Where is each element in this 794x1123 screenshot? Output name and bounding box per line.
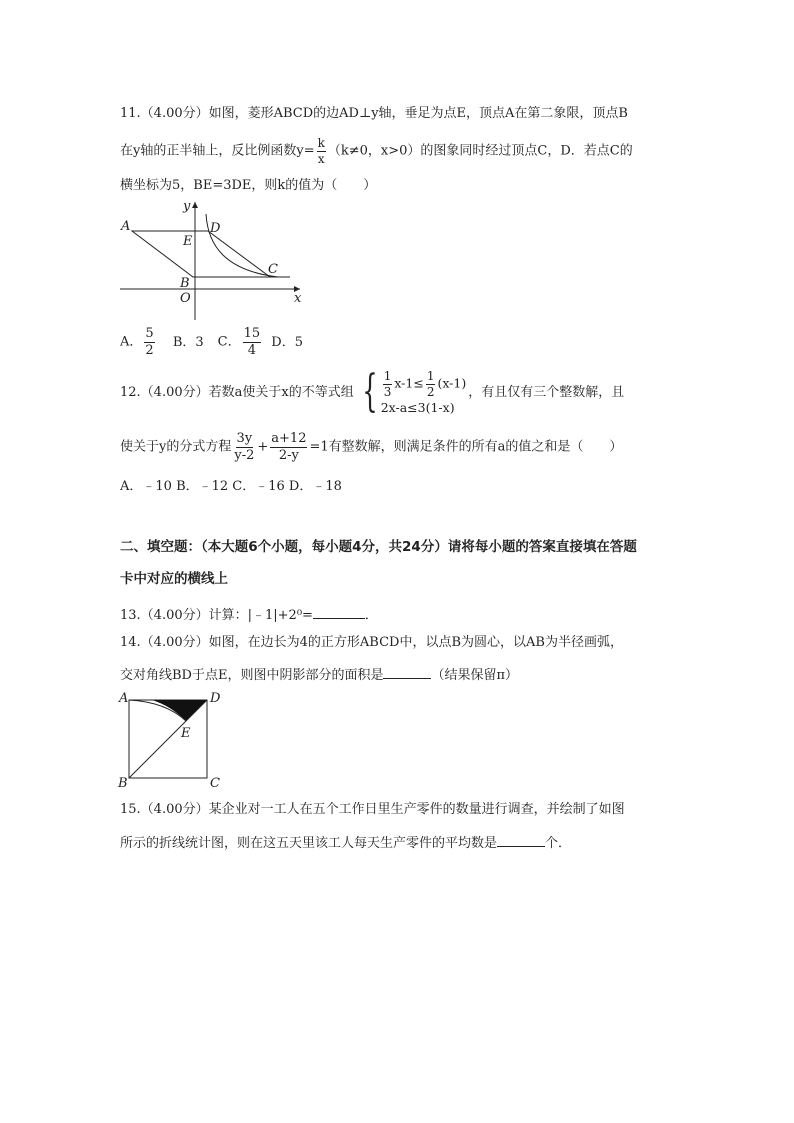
q11-line1: 11.（4.00分）如图，菱形ABCD的边AD⊥y轴，垂足为点E，顶点A在第二象限，顶点B bbox=[120, 106, 628, 121]
q14-answer-blank bbox=[383, 666, 431, 679]
q15-answer-blank bbox=[497, 834, 545, 847]
q14-line2 bbox=[120, 666, 518, 682]
section2-heading-line2: 卡中对应的横线上 bbox=[120, 571, 228, 587]
q11-opt-a-den: 2 bbox=[145, 342, 154, 358]
q13-prefix: 13.（4.00分）计算：|﹣1|+2⁰= bbox=[120, 608, 313, 623]
q13-line bbox=[120, 606, 378, 622]
q14-label-d: D bbox=[210, 691, 221, 706]
q11-func-den: x bbox=[317, 151, 325, 166]
q11-label-y: y bbox=[183, 199, 191, 214]
q11-func-num: k bbox=[317, 136, 325, 150]
section2-heading-line1: 二、填空题：（本大题6个小题，每小题4分，共24分）请将每小题的答案直接填在答题 bbox=[120, 539, 637, 555]
q14-line2-a: 交对角线BD于点E，则图中阴影部分的面积是 bbox=[120, 668, 384, 683]
q15-line1: 15.（4.00分）某企业对一工人在五个工作日里生产零件的数量进行调查，并绘制了如图 bbox=[120, 802, 625, 817]
q11-opt-c-num: 15 bbox=[243, 326, 261, 341]
q12-ineq1-frac1 bbox=[383, 370, 393, 398]
q11-label-e: E bbox=[183, 234, 193, 249]
q11-line2-b: （k≠0，x>0）的图象同时经过顶点C，D．若点C的 bbox=[327, 143, 633, 159]
q11-options bbox=[120, 327, 303, 357]
q11-opt-a-prefix: A． bbox=[120, 334, 143, 350]
q11-label-a: A bbox=[121, 219, 131, 234]
q13-suffix: ． bbox=[364, 608, 378, 623]
q11-label-b: B bbox=[180, 276, 190, 291]
q12-eq-f1-den: y-2 bbox=[234, 447, 255, 463]
q11-label-o: O bbox=[180, 291, 191, 306]
q11-opt-c-den: 4 bbox=[247, 342, 256, 358]
q12-eq-f1-num: 3y bbox=[236, 431, 253, 446]
q12-inequality-1 bbox=[381, 370, 467, 398]
q12-inequality-system bbox=[356, 366, 467, 418]
q11-opt-d: D．5 bbox=[271, 334, 303, 350]
q14-label-a: A bbox=[119, 691, 129, 706]
q12-brace: { bbox=[362, 366, 378, 418]
q11-opt-a-num: 5 bbox=[145, 326, 154, 341]
q14-diagonal-bd bbox=[129, 700, 207, 778]
q12-ineq1-end: (x-1) bbox=[437, 375, 467, 391]
q12-eq-frac1 bbox=[233, 432, 255, 462]
q12-ineq1-mid: x-1≤ bbox=[394, 375, 424, 391]
q11-label-d: D bbox=[210, 221, 221, 236]
q14-shaded-region bbox=[152, 700, 207, 721]
q15-line2 bbox=[120, 834, 571, 850]
q12-ineq1-frac2 bbox=[426, 370, 436, 398]
q11-rhombus bbox=[132, 231, 270, 277]
q14-line1: 14.（4.00分）如图，在边长为4的正方形ABCD中，以点B为圆心，以AB为半径画弧， bbox=[120, 635, 623, 650]
q11-line2-a: 在y轴的正半轴上，反比例函数y= bbox=[120, 143, 315, 159]
q12-eq-f2-num: a+12 bbox=[271, 431, 307, 446]
q12-lead: 12.（4.00分）若数a使关于x的不等式组 bbox=[120, 384, 354, 400]
q12-options: A．﹣10 B．﹣12 C．﹣16 D．﹣18 bbox=[120, 479, 342, 494]
q11-figure bbox=[118, 198, 308, 323]
q14-label-b: B bbox=[118, 776, 128, 790]
q12-inequality-2: 2x-a≤3(1-x) bbox=[380, 400, 455, 416]
q11-label-x: x bbox=[294, 291, 302, 306]
q11-function-fraction bbox=[317, 137, 326, 165]
q12-line2 bbox=[120, 432, 622, 462]
q11-opt-b: B．3 bbox=[172, 334, 204, 350]
q12-ineq1-frac1-num: 1 bbox=[383, 369, 392, 383]
q14-label-c: C bbox=[210, 776, 220, 790]
q11-opt-a-fraction bbox=[144, 327, 154, 357]
q14-line2-b: （结果保留π） bbox=[431, 668, 519, 683]
q14-label-e: E bbox=[181, 726, 191, 741]
q12-line1 bbox=[120, 366, 625, 418]
q12-ineq1-frac2-num: 1 bbox=[426, 369, 435, 383]
q12-line2-b: =1有整数解，则满足条件的所有a的值之和是（ ） bbox=[309, 439, 623, 455]
q12-eq-frac2 bbox=[270, 432, 307, 462]
q15-line2-a: 所示的折线统计图，则在这五天里该工人每天生产零件的平均数是 bbox=[120, 836, 498, 851]
q12-line2-a: 使关于y的分式方程 bbox=[120, 439, 232, 455]
q11-line2 bbox=[120, 137, 633, 165]
q12-eq-f2-den: 2-y bbox=[278, 447, 299, 463]
q12-ineq1-frac2-den: 2 bbox=[426, 384, 435, 399]
q13-answer-blank bbox=[313, 606, 365, 619]
q12-tail: ，有且仅有三个整数解，且 bbox=[468, 384, 625, 400]
q11-line3: 横坐标为5，BE=3DE，则k的值为（ ） bbox=[120, 178, 377, 193]
q12-ineq1-frac1-den: 3 bbox=[383, 384, 392, 399]
q15-line2-b: 个． bbox=[545, 836, 572, 851]
q12-eq-plus: + bbox=[257, 439, 269, 455]
q14-figure bbox=[116, 688, 228, 790]
q11-label-c: C bbox=[268, 262, 278, 277]
q11-opt-c-prefix: C． bbox=[217, 334, 241, 350]
q11-opt-c-fraction bbox=[243, 327, 262, 357]
